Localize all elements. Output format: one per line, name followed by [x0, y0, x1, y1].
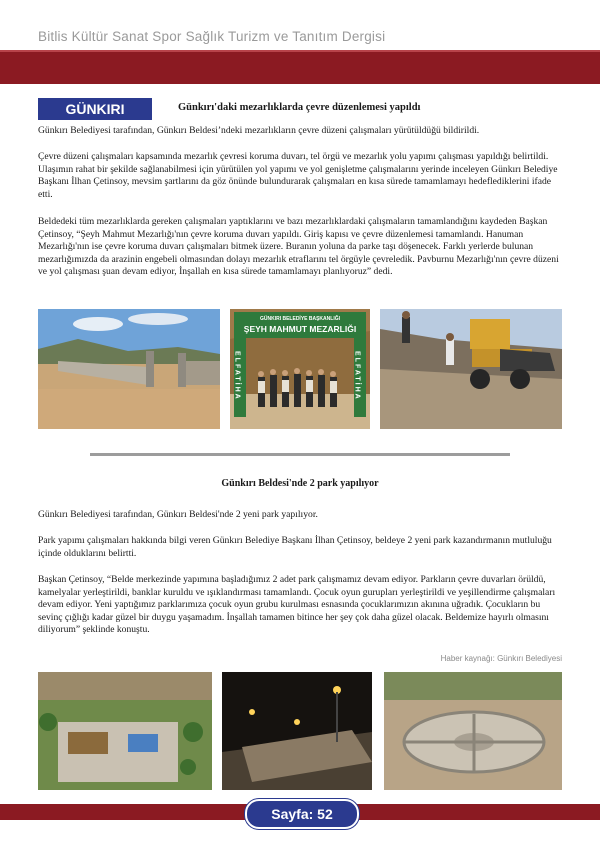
photo-road-work — [380, 309, 562, 429]
section-divider — [90, 453, 510, 456]
photo-park-night — [222, 672, 372, 790]
article2-paragraph-1: Günkırı Belediyesi tarafından, Günkırı Beldesi'nde 2 yeni park yapılıyor. — [38, 509, 318, 520]
photo-park-construction — [384, 672, 562, 790]
photo-cemetery-wall — [38, 309, 220, 429]
article1-paragraph-3: Beldedeki tüm mezarlıklarda gereken çalışmaları yaptıklarını ve bazı mezarlıklardaki çalışmaların tamamlandığını kaydeden Başkan Çetinsoy, “Şeyh Mahmut Mezarlığı'nın çevre koruma duvarı yapıldı. Giriş kapısı ve çevre düzenlemesi tamamlandı. Hanuman Mezarlığı'nın ise çevre koruma duvarı çalışmaları bitmek üzere. Buranın yoluna da parke taşı döşenecek. Farklı yerlerde bulunan mezarlığımızda da arazinin engebeli olmasından dolayı mezarlık etraflarını tel örgüyle çevreledik. Pavburnu Mezarlığı'nın çevre düzeni ve yol çalışması şuan devam ediyor, İnşallah en kısa sürede tamamlamayı planlıyoruz” dedi. — [38, 216, 559, 278]
sign-side-left-text: ELFATİHA — [233, 351, 241, 401]
article2-headline: Günkırı Beldesi'nde 2 park yapılıyor — [221, 478, 379, 489]
article1-paragraph-2: Çevre düzeni çalışmaları kapsamında mezarlık çevresi koruma duvarı, tel örgü ve mezarlık yolu yapımı çalışması yapıldığı belirtildi. Ulaşımın rahat bir şekilde sağlanabilmesi için yürütülen yol yapımı ve yol genişletme çalışmalarını yerinde inceleyen Günkırı Belediye Başkanı İlhan Çetinsoy, mevsim şartlarını da göz önünde bulundurarak çalışmaları en kısa sürede tamamlamayı hedeflediklerini ifade etti. — [38, 151, 558, 200]
photo-cemetery-sign — [230, 309, 370, 429]
section-tag: GÜNKIRI — [38, 98, 152, 120]
sign-side-right-text: ELFATİHA — [353, 351, 361, 401]
magazine-title: Bitlis Kültür Sanat Spor Sağlık Turizm ve Tanıtım Dergisi — [38, 29, 386, 44]
page-number-badge: Sayfa: 52 — [245, 799, 359, 829]
header-band — [0, 52, 600, 84]
article1-headline: Günkırı'daki mezarlıklarda çevre düzenlemesi yapıldı — [178, 102, 421, 113]
sign-main-text: ŞEYH MAHMUT MEZARLIĞI — [243, 324, 357, 334]
photo-park-aerial — [38, 672, 212, 790]
article2-paragraph-3: Başkan Çetinsoy, “Belde merkezinde yapımına başladığımız 2 adet park çalışmamız devam ediyor. Parkların çevre duvarları örüldü, kamelyalar yerleştirildi, banklar kuruldu ve ışıklandırması tamamlandı. Çocuk oyun gurupları yerleştirildi ve yeşillendirme çalışmaları devam ediyor. Yeni yaptığımız parklarımıza çocuk oyun grubu kurulması esnasında çocuklarımızın akınına uğradık. Çocukların bu sevinç çığlığı kadar güzel bir duygu yaşamadım. İnşallah tamamen bitince her şey çok daha güzel olacak. Beldemize hayırlı olmasını diliyorum” şeklinde konuştu. — [38, 574, 556, 636]
sign-top-text: GÜNKIRI BELEDİYE BAŞKANLIĞI — [259, 316, 341, 322]
article2-paragraph-2: Park yapımı çalışmaları hakkında bilgi veren Günkırı Belediye Başkanı İlhan Çetinsoy, beldeye 2 yeni park kazandırmanın mutluluğu içinde olduklarını belirtti. — [38, 535, 552, 559]
article1-paragraph-1: Günkırı Belediyesi tarafından, Günkırı Beldesi’ndeki mezarlıkların çevre düzeni çalışmaları yürütüldüğü bildirildi. — [38, 125, 480, 136]
news-source: Haber kaynağı: Günkırı Belediyesi — [440, 654, 562, 663]
